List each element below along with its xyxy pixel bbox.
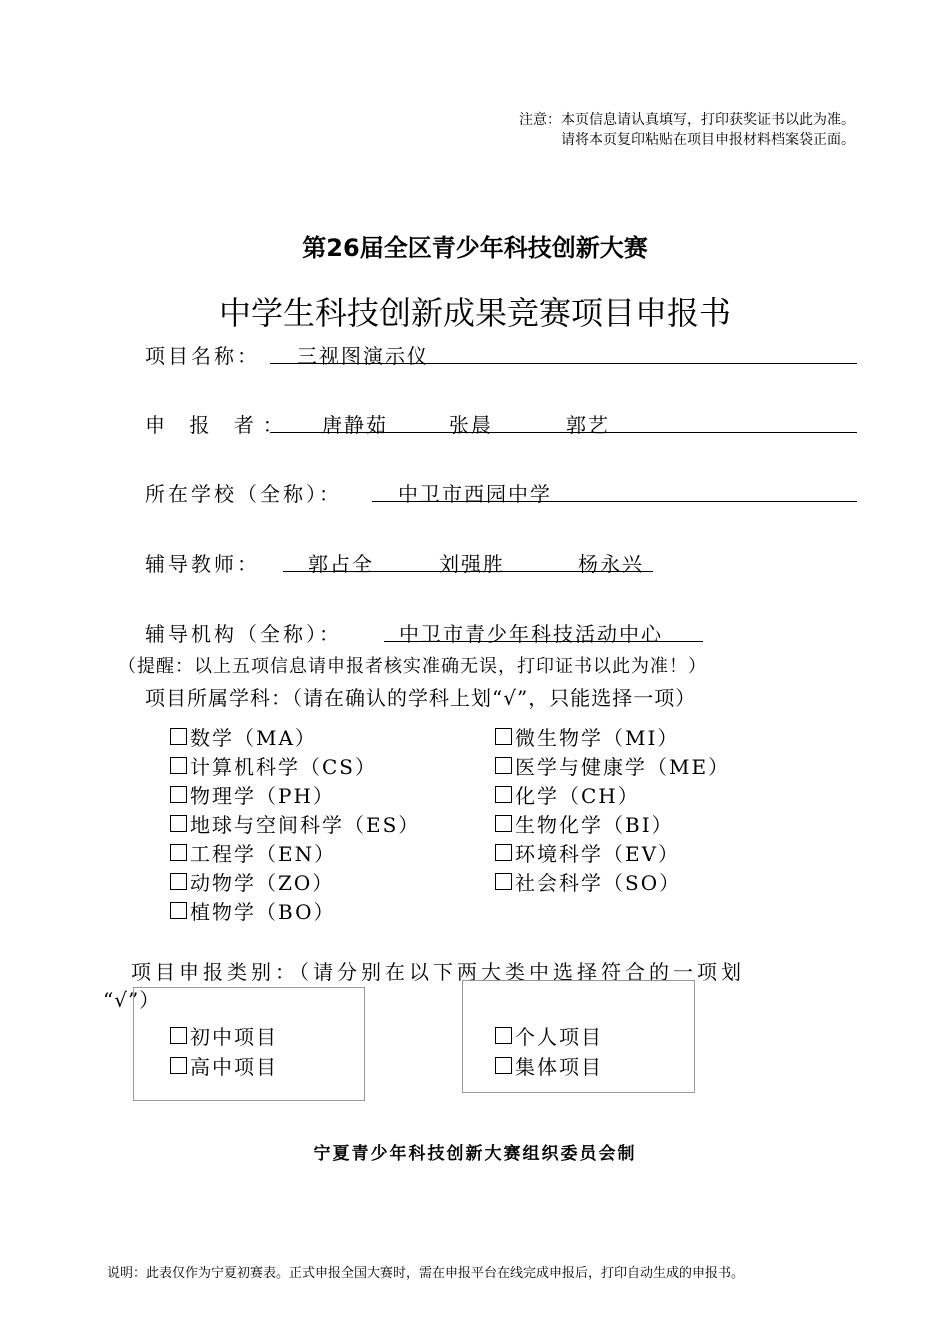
tutor-name-3[interactable]: 杨永兴	[578, 552, 644, 576]
applicant-name-2[interactable]: 张晨	[449, 413, 493, 437]
applicant-name-3[interactable]: 郭艺	[566, 413, 610, 437]
subject-prompt: 项目所属学科：（请在确认的学科上划“√”，只能选择一项）	[145, 686, 697, 710]
subject-option-zo[interactable]: 动物学（ZO）	[170, 867, 334, 896]
level-option-senior[interactable]: 高中项目	[170, 1051, 278, 1080]
notice-line-1: 注意：本页信息请认真填写，打印获奖证书以此为准。	[519, 112, 855, 128]
checkbox-icon[interactable]	[170, 1057, 187, 1074]
checkbox-icon[interactable]	[170, 757, 187, 774]
footnote: 说明：此表仅作为宁夏初赛表。正式申报全国大赛时，需在申报平台在线完成申报后，打印自动生成的申报书。	[107, 1266, 745, 1281]
project-name-value[interactable]: 三视图演示仪	[297, 344, 429, 368]
project-name-underline	[270, 363, 857, 364]
checkbox-icon[interactable]	[170, 902, 187, 919]
subject-option-ev[interactable]: 环境科学（EV）	[495, 838, 680, 867]
reminder-note: （提醒：以上五项信息请申报者核实准确无误，打印证书以此为准！）	[118, 656, 707, 677]
school-value[interactable]: 中卫市西园中学	[398, 482, 552, 506]
subject-option-en[interactable]: 工程学（EN）	[170, 838, 336, 867]
checkbox-icon[interactable]	[495, 1027, 512, 1044]
type-option-team[interactable]: 集体项目	[495, 1051, 603, 1080]
checkbox-icon[interactable]	[170, 873, 187, 890]
subject-option-ma[interactable]: 数学（MA）	[170, 722, 317, 751]
checkbox-icon[interactable]	[170, 1027, 187, 1044]
project-name-label: 项目名称：	[145, 344, 260, 368]
contest-title: 第26届全区青少年科技创新大赛	[302, 234, 648, 262]
applicants-label: 申 报 者：	[145, 413, 292, 437]
category-prompt: 项目申报类别：（请分别在以下两大类中选择符合的一项划	[131, 960, 745, 984]
subject-option-mi[interactable]: 微生物学（MI）	[495, 722, 679, 751]
level-option-junior[interactable]: 初中项目	[170, 1021, 278, 1050]
subject-option-bo[interactable]: 植物学（BO）	[170, 896, 335, 925]
tutors-label: 辅导教师：	[145, 552, 260, 576]
type-option-individual[interactable]: 个人项目	[495, 1021, 603, 1050]
checkbox-icon[interactable]	[495, 786, 512, 803]
applicants-underline	[270, 432, 857, 433]
subject-option-ph[interactable]: 物理学（PH）	[170, 780, 335, 809]
checkbox-icon[interactable]	[170, 786, 187, 803]
checkbox-icon[interactable]	[495, 873, 512, 890]
checkbox-icon[interactable]	[495, 815, 512, 832]
checkbox-icon[interactable]	[495, 1057, 512, 1074]
category-prompt-continued: “√”）	[103, 988, 161, 1012]
institution-label: 辅导机构（全称）：	[145, 622, 342, 646]
institution-value[interactable]: 中卫市青少年科技活动中心	[399, 622, 663, 646]
checkbox-icon[interactable]	[170, 844, 187, 861]
checkbox-icon[interactable]	[495, 844, 512, 861]
school-label: 所在学校（全称）：	[145, 482, 342, 506]
organizer-signature: 宁夏青少年科技创新大赛组织委员会制	[313, 1144, 637, 1164]
checkbox-icon[interactable]	[495, 728, 512, 745]
subject-option-bi[interactable]: 生物化学（BI）	[495, 809, 674, 838]
tutor-name-1[interactable]: 郭占全	[308, 552, 374, 576]
school-underline	[372, 501, 857, 502]
institution-underline	[384, 641, 703, 642]
applicant-name-1[interactable]: 唐静茹	[322, 413, 388, 437]
subject-option-me[interactable]: 医学与健康学（ME）	[495, 751, 730, 780]
checkbox-icon[interactable]	[170, 815, 187, 832]
tutor-name-2[interactable]: 刘强胜	[439, 552, 505, 576]
subject-option-es[interactable]: 地球与空间科学（ES）	[170, 809, 420, 838]
subject-option-ch[interactable]: 化学（CH）	[495, 780, 640, 809]
tutors-underline	[283, 571, 653, 572]
subject-option-cs[interactable]: 计算机科学（CS）	[170, 751, 377, 780]
checkbox-icon[interactable]	[170, 728, 187, 745]
checkbox-icon[interactable]	[495, 757, 512, 774]
notice-line-2: 请将本页复印粘贴在项目申报材料档案袋正面。	[561, 132, 855, 148]
form-title: 中学生科技创新成果竞赛项目申报书	[218, 294, 731, 332]
subject-option-so[interactable]: 社会科学（SO）	[495, 867, 681, 896]
